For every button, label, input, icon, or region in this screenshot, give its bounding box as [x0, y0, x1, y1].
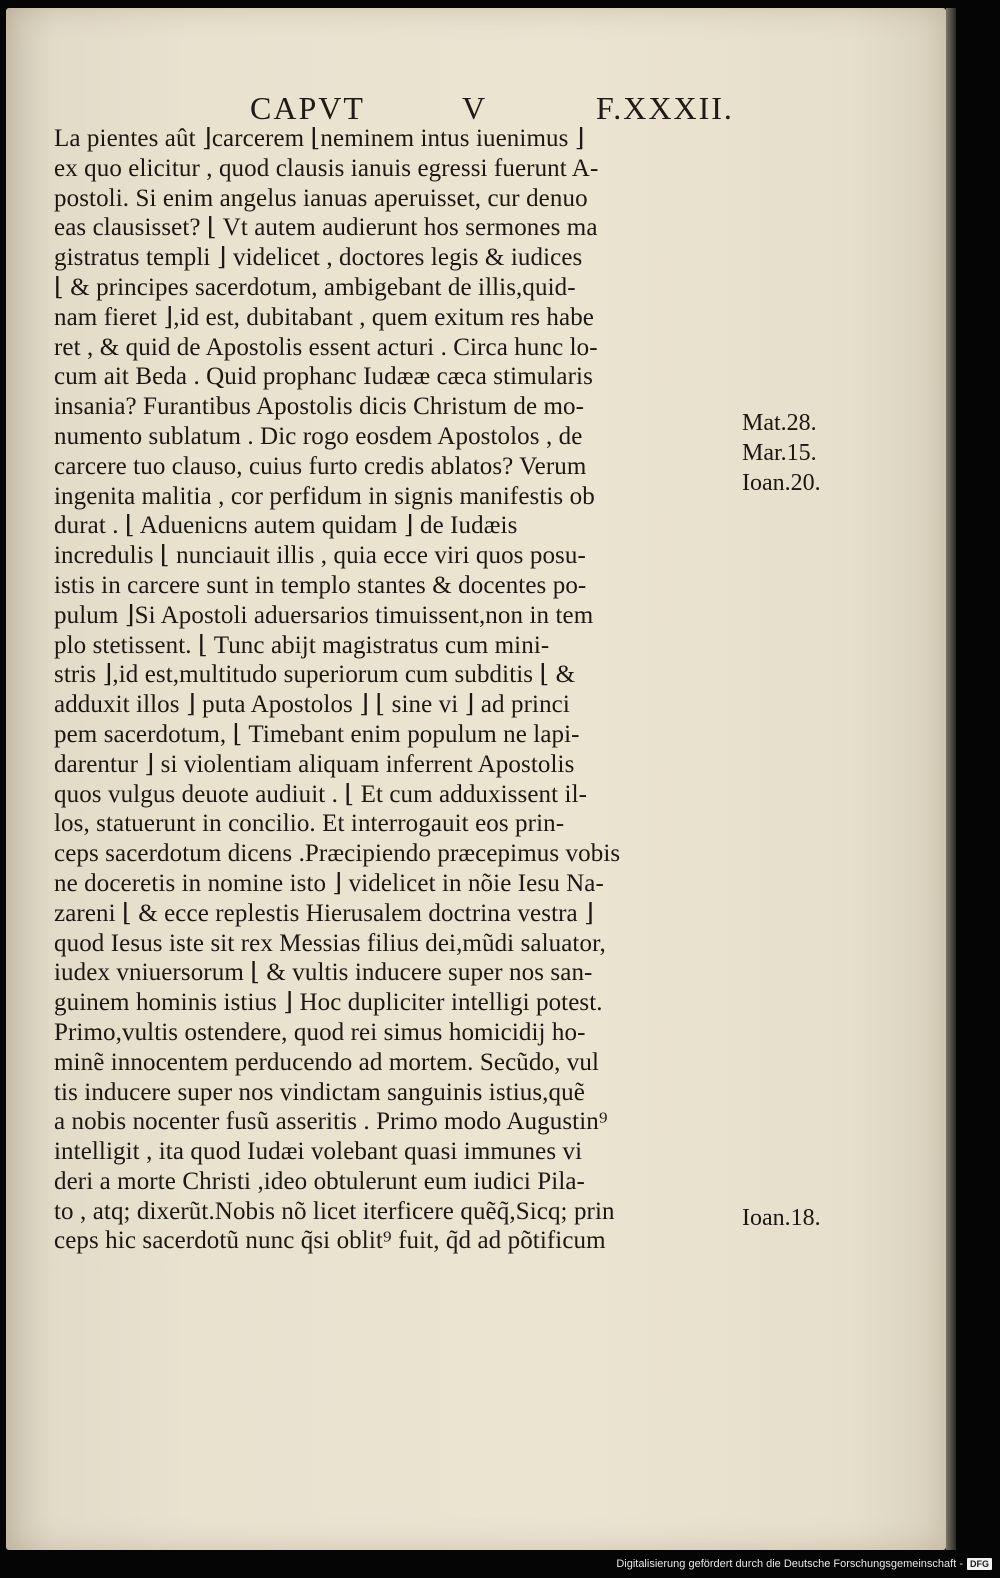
text-line: tis inducere super nos vindictam sanguinis istius,quẽ: [54, 1078, 585, 1106]
text-line: plo stetissent. ⌊ Tunc abijt magistratus cum mini-: [54, 631, 550, 659]
page-edge-shadow: [946, 8, 956, 1550]
text-line: intelligit , ita quod Iudæi volebant quasi immunes vi: [54, 1138, 583, 1166]
text-line: stris ⌋,id est,multitudo superiorum cum subditis ⌊ &: [54, 661, 576, 689]
margin-ref: Ioan.18.: [742, 1205, 821, 1231]
text-line: ex quo elicitur , quod clausis ianuis egressi fuerunt A-: [54, 154, 599, 182]
text-line: insania? Furantibus Apostolis dicis Christum de mo-: [54, 393, 585, 421]
text-line: deri a morte Christi ,ideo obtulerunt eum iudici Pila-: [54, 1167, 585, 1195]
text-line: durat . ⌊ Aduenicns autem quidam ⌋ de Iudæis: [54, 512, 518, 540]
book-page: [6, 8, 946, 1550]
text-line: ceps sacerdotum dicens .Præcipiendo præcepimus vobis: [54, 840, 621, 868]
text-line: La pientes aût ⌋carcerem ⌊neminem intus iuenimus ⌋: [54, 125, 585, 152]
text-line: ⌊ & principes sacerdotum, ambigebant de illis,quid-: [54, 273, 576, 301]
text-line: eas clausisset? ⌊ Vt autem audierunt hos sermones ma: [54, 214, 598, 242]
body-text: [54, 124, 744, 1256]
margin-references-1: [742, 408, 821, 498]
text-line: incredulis ⌊ nunciauit illis , quia ecce viri quos posu-: [54, 542, 586, 570]
text-line: guinem hominis istius ⌋ Hoc dupliciter intelligi potest.: [54, 989, 603, 1017]
text-line: quos vulgus deuote audiuit . ⌊ Et cum adduxissent il-: [54, 780, 588, 808]
margin-references-2: [742, 1203, 821, 1233]
text-line: a nobis nocenter fusũ asseritis . Primo modo Augustin⁹: [54, 1108, 608, 1136]
dfg-logo: DFG: [967, 1558, 992, 1570]
text-line: zareni ⌊ & ecce replestis Hierusalem doctrina vestra ⌋: [54, 899, 594, 927]
text-line: ne doceretis in nomine isto ⌋ videlicet in nõie Iesu Na-: [54, 869, 604, 897]
header-folio: F.XXXII.: [596, 90, 734, 126]
text-line: to , atq; dixerũt.Nobis nõ licet iterficere quẽq̃,Sicq; prin: [54, 1197, 615, 1225]
text-line: adduxit illos ⌋ puta Apostolos ⌋ ⌊ sine vi ⌋ ad princi: [54, 691, 570, 719]
text-line: minẽ innocentem perducendo ad mortem. Secũdo, vul: [54, 1048, 600, 1076]
text-line: iudex vniuersorum ⌊ & vultis inducere super nos san-: [54, 959, 593, 987]
margin-ref: Ioan.20.: [742, 470, 821, 496]
text-line: cum ait Beda . Quid prophanc Iudææ cæca stimularis: [54, 363, 593, 391]
text-line: pulum ⌋Si Apostoli aduersarios timuissent,non in tem: [54, 601, 594, 629]
text-line: Primo,vultis ostendere, quod rei simus homicidij ho-: [54, 1018, 586, 1046]
text-line: darentur ⌋ si violentiam aliquam inferrent Apostolis: [54, 750, 575, 778]
text-line: ingenita malitia , cor perfidum in signis manifestis ob: [54, 482, 595, 510]
text-line: nam fieret ⌋,id est, dubitabant , quem exitum res habe: [54, 303, 594, 331]
header-caput: CAPVT: [250, 90, 365, 126]
header-chapter-number: V: [462, 90, 488, 126]
text-line: gistratus templi ⌋ videlicet , doctores legis & iudices: [54, 244, 583, 272]
margin-ref: Mar.15.: [742, 440, 817, 466]
text-line: carcere tuo clauso, cuius furto credis ablatos? Verum: [54, 452, 587, 480]
credit-text: Digitalisierung gefördert durch die Deutsche Forschungsgemeinschaft -: [616, 1558, 963, 1570]
text-line: numento sublatum . Dic rogo eosdem Apostolos , de: [54, 422, 583, 450]
margin-ref: Mat.28.: [742, 410, 817, 436]
text-line: ceps hic sacerdotũ nunc q̃si oblit⁹ fuit, q̃d ad põtificum: [54, 1227, 606, 1255]
text-line: istis in carcere sunt in templo stantes & docentes po-: [54, 571, 587, 599]
text-line: los, statuerunt in concilio. Et interrogauit eos prin-: [54, 810, 565, 838]
text-line: pem sacerdotum, ⌊ Timebant enim populum ne lapi-: [54, 720, 580, 748]
text-line: quod Iesus iste sit rex Messias filius dei,mũdi saluator,: [54, 929, 606, 957]
text-line: ret , & quid de Apostolis essent acturi . Circa hunc lo-: [54, 333, 598, 361]
text-line: postoli. Si enim angelus ianuas aperuisset, cur denuo: [54, 184, 588, 212]
digitization-credit: [616, 1556, 992, 1572]
